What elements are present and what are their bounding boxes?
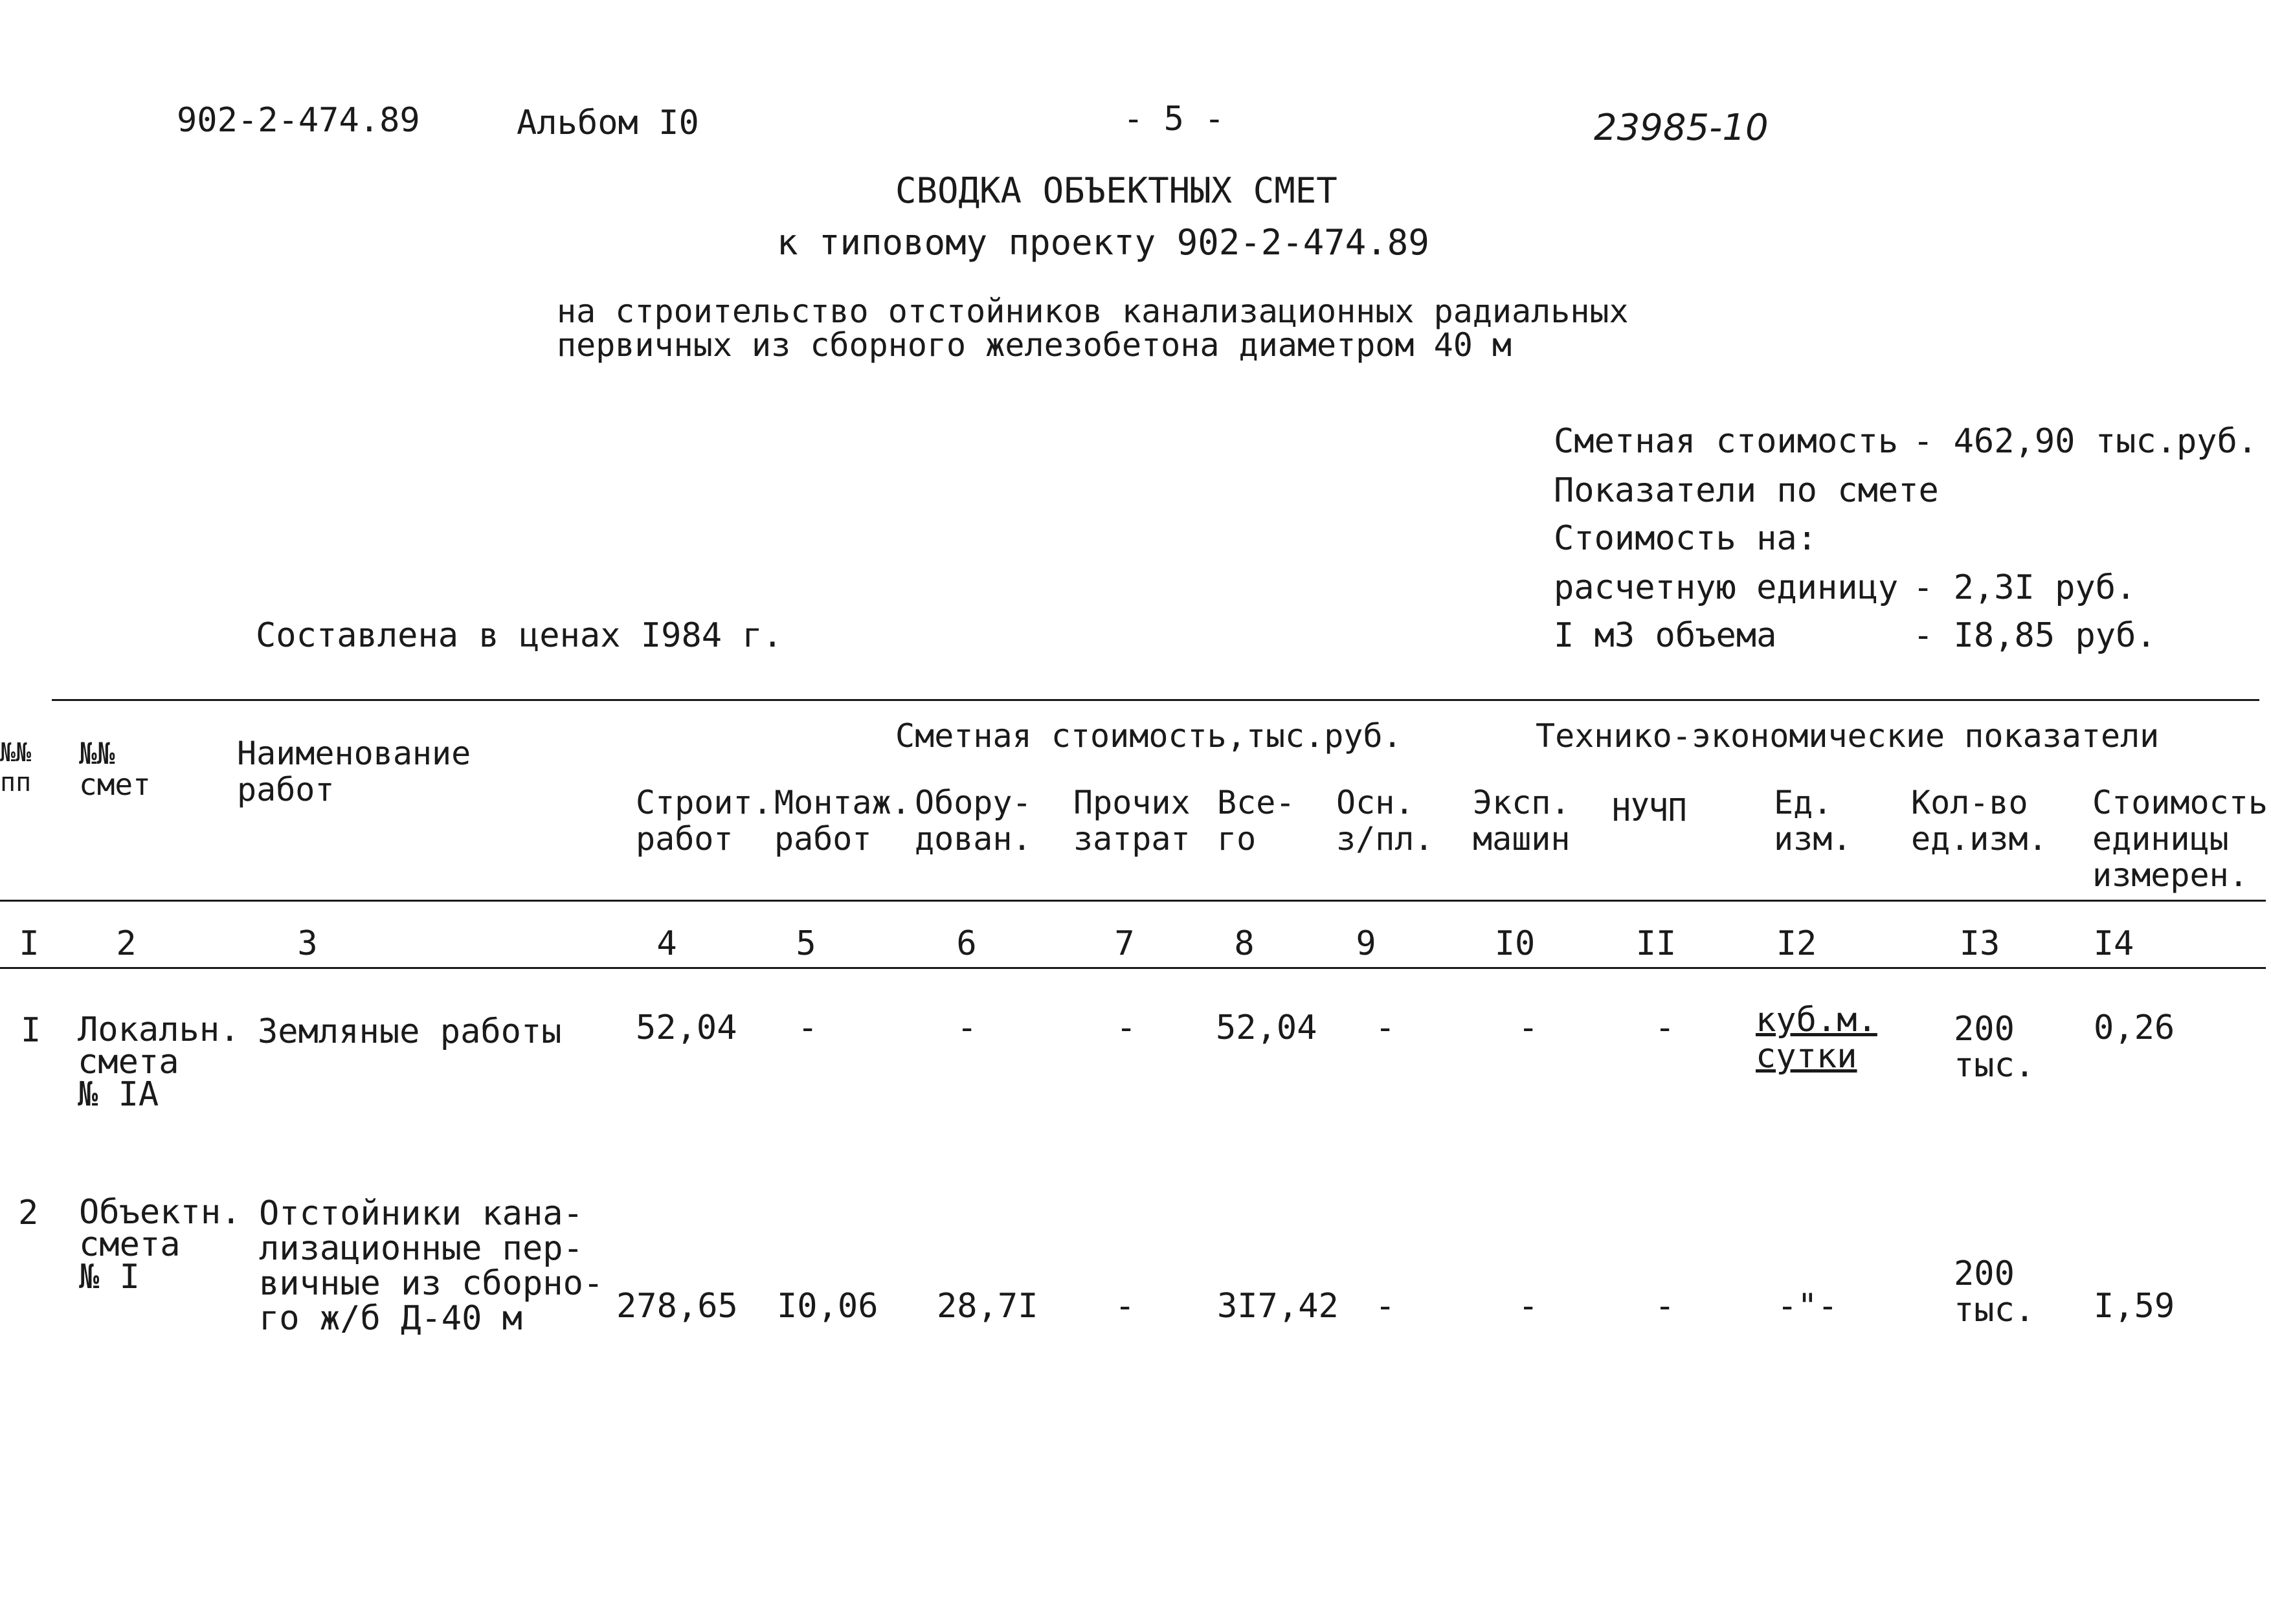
wages: - <box>1375 1287 1396 1326</box>
work-name: Земляные работы <box>258 1012 562 1051</box>
col-number: 9 <box>1356 924 1376 963</box>
col-header-other: Прочих затрат <box>1073 784 1191 858</box>
col-number: I2 <box>1776 924 1817 963</box>
col-number: 8 <box>1234 924 1255 963</box>
unit-cost: I,59 <box>2094 1287 2175 1326</box>
total-cost: 52,04 <box>1216 1008 1317 1047</box>
machines: - <box>1518 1008 1539 1047</box>
unit-cost: 0,26 <box>2094 1008 2175 1047</box>
measure-unit: куб.м. сутки <box>1756 1001 1877 1076</box>
col-header-unit-cost: Стоимость единицы измерен. <box>2092 784 2268 894</box>
table-top-rule <box>52 699 2259 701</box>
page-subtitle-project: к типовому проекту 902-2-474.89 <box>777 222 1429 263</box>
col-number: 2 <box>116 924 137 963</box>
work-name: Отстойники кана- лизационные пер- вичные из сборно- го ж/б Д-40 м <box>259 1194 604 1338</box>
col-header-estimate-number: №№ смет <box>79 736 151 802</box>
group-header-estimate-cost: Сметная стоимость,тыс.руб. <box>895 717 1402 755</box>
col-number: 5 <box>796 924 816 963</box>
unit-cost-label: расчетную единицу <box>1554 568 1899 607</box>
col-header-machines: Эксп. машин <box>1473 784 1571 858</box>
col-header-equipment: Обору- дован. <box>915 784 1032 858</box>
col-number: II <box>1635 924 1677 963</box>
col-number: 7 <box>1114 924 1135 963</box>
total-cost: 3I7,42 <box>1217 1287 1339 1326</box>
nuchp: - <box>1655 1287 1675 1326</box>
col-header-work-name: Наименование работ <box>237 735 471 808</box>
construction-description: на строительство отстойников канализационных радиальных первичных из сборного железобетона диаметром 40 м <box>557 293 1629 364</box>
cost-value: - 462,90 тыс.руб. <box>1913 422 2258 461</box>
quantity: 200 тыс. <box>1954 1010 2035 1085</box>
equipment-cost: 28,7I <box>937 1287 1038 1326</box>
col-number: 4 <box>656 924 677 963</box>
col-header-row-number: №№ пп <box>0 738 32 797</box>
col-number: I <box>19 924 39 963</box>
col-header-wages: Осн. з/пл. <box>1336 784 1434 858</box>
col-header-installation: Монтаж. работ <box>774 784 911 858</box>
unit-cost-value: - 2,3I руб. <box>1913 568 2136 607</box>
cost-per-label: Стоимость на: <box>1554 519 1817 558</box>
installation-cost: I0,06 <box>777 1287 878 1326</box>
quantity: 200 тыс. <box>1954 1254 2035 1329</box>
row-number: I <box>21 1011 41 1050</box>
other-cost: - <box>1116 1008 1137 1047</box>
col-header-quantity: Кол-во ед.изм. <box>1911 784 2048 858</box>
estimate-number: Объектн. смета № I <box>79 1193 241 1296</box>
col-header-nuchp: НУЧП <box>1612 792 1687 829</box>
prices-note: Составлена в ценах I984 г. <box>256 616 783 655</box>
equipment-cost: - <box>957 1008 978 1047</box>
table-header-rule <box>0 900 2266 902</box>
construction-cost: 278,65 <box>616 1287 738 1326</box>
m3-cost-value: - I8,85 руб. <box>1913 616 2156 655</box>
machines: - <box>1518 1287 1539 1326</box>
handwritten-code: 23985-10 <box>1594 107 1769 149</box>
construction-cost: 52,04 <box>636 1008 737 1047</box>
installation-cost: - <box>798 1008 818 1047</box>
estimate-number: Локальн. смета № IA <box>78 1010 240 1114</box>
col-header-unit: Ед. изм. <box>1774 784 1852 858</box>
col-number: I4 <box>2093 924 2134 963</box>
page-title: СВОДКА ОБЪЕКТНЫХ СМЕТ <box>895 170 1337 211</box>
album-label: Альбом I0 <box>517 104 699 142</box>
indicators-label: Показатели по смете <box>1554 471 1939 510</box>
col-number: 6 <box>956 924 977 963</box>
col-header-construction: Строит. работ <box>636 784 772 858</box>
m3-cost-label: I м3 объема <box>1554 616 1777 655</box>
wages: - <box>1375 1008 1396 1047</box>
group-header-tech-indicators: Технико-экономические показатели <box>1536 717 2160 755</box>
col-header-total: Все- го <box>1217 784 1295 858</box>
table-numbers-rule <box>0 967 2266 969</box>
row-number: 2 <box>18 1194 39 1232</box>
measure-unit: -"- <box>1777 1287 1838 1326</box>
col-number: I0 <box>1494 924 1536 963</box>
col-number: I3 <box>1959 924 2000 963</box>
other-cost: - <box>1115 1287 1136 1326</box>
nuchp: - <box>1655 1008 1675 1047</box>
page-number: - 5 - <box>1123 100 1225 139</box>
col-number: 3 <box>297 924 318 963</box>
document-code: 902-2-474.89 <box>177 101 420 140</box>
cost-label: Сметная стоимость <box>1554 422 1899 461</box>
